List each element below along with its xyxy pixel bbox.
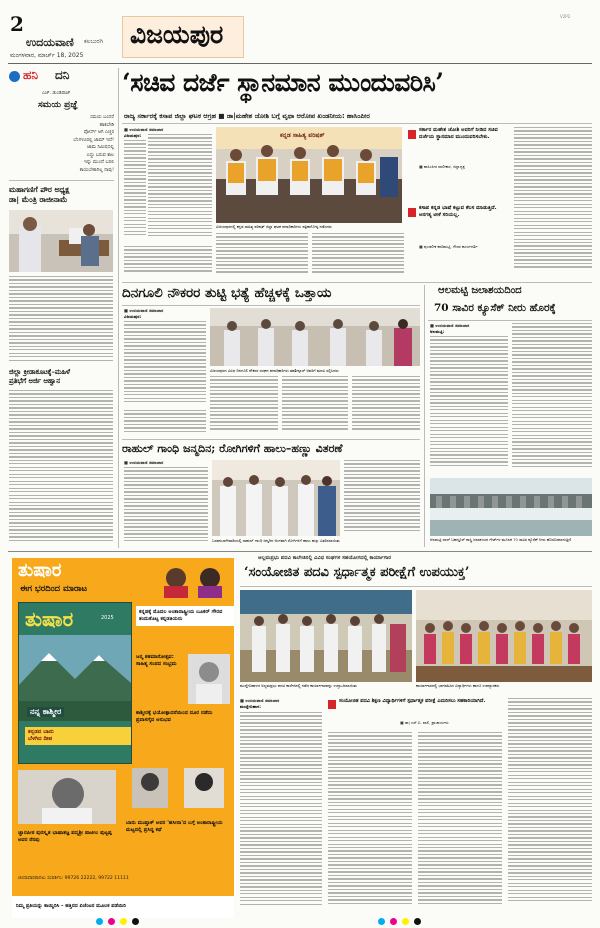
left-story-2-body bbox=[9, 390, 113, 548]
exam-col-4 bbox=[508, 698, 592, 916]
main-subhead-rule bbox=[122, 123, 592, 124]
main-story-col-1b bbox=[124, 140, 146, 242]
ad-bottom-strip bbox=[12, 896, 234, 918]
exam-rule bbox=[240, 586, 592, 587]
main-photo-art bbox=[216, 127, 402, 223]
ad-portrait-bottom-right bbox=[126, 764, 230, 812]
column-rule bbox=[9, 180, 114, 181]
registration-mark bbox=[378, 918, 385, 925]
allowance-photo-art bbox=[210, 308, 420, 366]
exam-pull-quote: ಸಂಯೋಜಿತ ಪದವಿ ಶಿಕ್ಷಣ ವಿದ್ಯಾರ್ಥಿಗಳಿಗೆ ಸ್ಪರ್ಧಾತ್ಮಕ ಪರೀಕ್ಷೆ ಎದುರಿಸಲು ಸಹಕಾರಿಯಾಗಿದೆ. bbox=[339, 698, 486, 704]
exam-photo-right bbox=[416, 590, 592, 682]
exam-quote-icon bbox=[328, 700, 336, 709]
allowance-caption: ವಿಜಯಪುರದ ವಿವಿಧ ದಿನಗೂಲಿ ನೌಕರರ ಸಂಘದ ಪದಾಧಿಕಾರಿಗಳು ತಹಶೀಲ್ದಾರ್ ಅವರಿಗೆ ಮನವಿ ಸಲ್ಲಿಸಿದರು bbox=[210, 368, 339, 373]
ad-portrait-mid-art bbox=[188, 654, 230, 704]
main-story-subhead: ರಾಜ್ಯ ಸರ್ಕಾರಕ್ಕೆ ಕಸಾಪ ಜಿಲ್ಲಾ ಘಟಕ ಆಗ್ರಹ ■ ಡಾ|ಮಹೇಶ ಜೋಶಿ ಬಗ್ಗೆ ವೃಥಾ ಆರೋಪ ಖಂಡನೀಯ: ಹಾಸಿಂಪೀರ bbox=[124, 112, 370, 120]
poem-line: ಹಾಕಬೇಡಿ bbox=[99, 122, 114, 128]
exam-photo-left-art bbox=[240, 590, 412, 682]
main-bottom-rule bbox=[122, 282, 592, 283]
main-story-col-3 bbox=[312, 233, 404, 278]
main-story-col-4 bbox=[514, 127, 592, 277]
tushara-ad bbox=[12, 558, 234, 918]
ad-brand: ತುಷಾರ bbox=[18, 560, 62, 581]
rahul-col-1 bbox=[124, 467, 208, 547]
exam-caption-left: ಮುದ್ದೇಬಿಹಾಳದ ಅಲ್ಲಮಪ್ರಭು ಪದವಿ ಕಾಲೇಜಿನಲ್ಲಿ ನಡೆದ ಕಾರ್ಯಾಗಾರವನ್ನು ಉದ್ಘಾಟಿಸಲಾಯಿತು bbox=[240, 684, 357, 688]
quote-icon bbox=[408, 130, 416, 139]
rahul-byline: ■ ಉದಯವಾಣಿ ಸಮಾಚಾರ bbox=[124, 460, 164, 465]
city-title: ವಿಜಯಪುರ bbox=[130, 20, 224, 49]
poem-line: ಬೆಂಗಳೂರಲ್ಲಿ ಜಾಮ್ ಇದೆ! bbox=[73, 137, 114, 143]
quote-icon-2 bbox=[408, 208, 416, 217]
allowance-headline: ದಿನಗೂಲಿ ನೌಕರರ ತುಟ್ಟಿ ಭತ್ಯೆ ಹೆಚ್ಚಳಕ್ಕೆ ಒತ್ತಾಯ bbox=[122, 285, 332, 301]
cover-sub-line-2: ಬೆಳಗಿದ ದೀಪ bbox=[28, 736, 53, 742]
dam-col-1 bbox=[430, 336, 508, 474]
exam-caption-right: ಕಾರ್ಯಾಗಾರದಲ್ಲಿ ಭಾಗವಹಿಸಿದ ವಿದ್ಯಾರ್ಥಿಗಳು ಹಾಗೂ ಉಪನ್ಯಾಸಕರು bbox=[416, 684, 500, 688]
ad-blurb-2: ಜನ್ಮ ಶತಮಾನೋತ್ಸವ: ಸಾಹಿತ್ಯ ಸಂಪದ ಸಂಭ್ರಮ bbox=[136, 654, 177, 667]
ad-footer-text: ಚಂದಾದಾರರಾಗಲು ಸಂಪರ್ಕಿಸಿ: 99726 22222, 99722 11111 bbox=[18, 876, 129, 881]
exam-photo-left bbox=[240, 590, 412, 682]
cover-year: 2025 bbox=[101, 615, 114, 621]
page-code: V2P2 bbox=[560, 14, 571, 19]
dam-col-2 bbox=[512, 323, 592, 475]
exam-col-2 bbox=[328, 732, 412, 916]
left-story-photo bbox=[9, 210, 113, 272]
left-story-headline bbox=[9, 185, 69, 205]
dani-label: ದನಿ bbox=[55, 68, 70, 82]
center-vertical-rule bbox=[424, 285, 425, 547]
hani-dani-heading: ಸಮಯ ಪ್ರಜ್ಞೆ bbox=[38, 100, 78, 110]
main-story-headline: ‘ಸಚಿವ ದರ್ಜೆ ಸ್ಥಾನಮಾನ ಮುಂದುವರಿಸಿ’ bbox=[122, 68, 444, 97]
dam-photo-art bbox=[430, 478, 592, 536]
dam-headline-2: 70 ಸಾವಿರ ಕ್ಯೂಸೆಕ್ ನೀರು ಹೊರಕ್ಕೆ bbox=[434, 302, 556, 314]
quote-attrib-1: ■ ಹಾಸಿಂಪೀರ ವಾಲೀಕಾರ, ಜಿಲ್ಲಾಧ್ಯಕ್ಷ bbox=[419, 164, 465, 169]
ad-portrait-mid bbox=[188, 654, 230, 704]
ad-blurb-3: ಕಾಶ್ಮೀರಕ್ಕೆ ಭಯೋತ್ಪಾದನೆಯಿಂದ ದೂರ ನಡೆದು ಪ್ರವಾಸಗೈದ ಅನುಭವ bbox=[136, 710, 213, 723]
main-story-col-1 bbox=[148, 134, 212, 242]
cover-sub bbox=[25, 727, 131, 745]
date-line: ಮಂಗಳವಾರ, ಮಾರ್ಚ್ 18, 2025 bbox=[10, 52, 84, 59]
allowance-dateline: ವಿಜಯಪುರ: bbox=[124, 314, 142, 319]
allowance-bottom-rule bbox=[122, 439, 420, 440]
ad-tagline: ಈಗ ಭರದಿಂದ ಮಾರಾಟ bbox=[20, 584, 88, 594]
left-subhead-line-1: ಜಿಲ್ಲಾ ಕ್ರೀಡಾಕೂಟಕ್ಕೆ–ಮಹಿಳೆ bbox=[9, 368, 71, 376]
vertical-rule bbox=[118, 68, 119, 548]
exam-byline: ■ ಉದಯವಾಣಿ ಸಮಾಚಾರ bbox=[240, 698, 280, 703]
registration-mark bbox=[96, 918, 103, 925]
ad-portrait-br-art bbox=[126, 764, 230, 812]
main-photo-caption: ವಿಜಯಪುರದಲ್ಲಿ ಕನ್ನಡ ಸಾಹಿತ್ಯ ಪರಿಷತ್ ಜಿಲ್ಲಾ ಘಟಕ ಪದಾಧಿಕಾರಿಗಳು ಪತ್ರಿಕಾಗೋಷ್ಠಿ ನಡೆಸಿದರು bbox=[216, 225, 332, 229]
poem-line: ಸಮಯ ಬಂದರೆ bbox=[90, 115, 114, 120]
registration-mark bbox=[402, 918, 409, 925]
exam-dateline: ಮುದ್ದೇಬಿಹಾಳ: bbox=[240, 704, 261, 709]
left-story-body bbox=[9, 276, 113, 366]
left-headline-line-2: ಡಾ| ಮೆಂತ್ರಿ ರಾಜೀನಾಮೆ bbox=[9, 195, 68, 204]
cover-feature: ನನ್ನ ಕಾಶ್ಮೀರ bbox=[27, 707, 64, 717]
rahul-headline: ರಾಹುಲ್ ಗಾಂಧಿ ಜನ್ಮದಿನ; ರೋಗಿಗಳಿಗೆ ಹಾಲು–ಹಣ್ಣು ವಿತರಣೆ bbox=[122, 442, 343, 455]
poem-line: ಎದ್ದು ಬರುವ ಕಾಲ bbox=[86, 152, 114, 158]
pull-quote-1: ಸರ್ಕಾರ ಮಹೇಶ ಜೋಶಿ ಅವರಿಗೆ ನೀಡಿದ ಸಚಿವ ದರ್ಜೆಯ ಸ್ಥಾನಮಾನ ಮುಂದುವರಿಸಬೇಕು. bbox=[419, 127, 498, 140]
allowance-col-4 bbox=[352, 376, 420, 436]
main-story-photo bbox=[216, 127, 402, 223]
ad-blurb-4: ಜ್ಞಾನಪೀಠ ಪುರಸ್ಕೃತ ಭಾಷಾತಜ್ಞ ಪದ್ಮಶ್ರೀ ಪಾಟೀಲ ಪುಟ್ಟಪ್ಪ ಅವರ ನೆನಪು bbox=[18, 830, 112, 843]
page-header bbox=[8, 14, 592, 62]
edition-label: ಕಲಬುರಗಿ bbox=[84, 38, 104, 45]
rahul-photo bbox=[212, 460, 340, 536]
exam-photo-right-art bbox=[416, 590, 592, 682]
allowance-col-3 bbox=[282, 376, 348, 436]
allowance-byline: ■ ಉದಯವಾಣಿ ಸಮಾಚಾರ bbox=[124, 308, 164, 313]
main-story-col-1c bbox=[124, 246, 212, 278]
ad-bottom-strip-text: ನಿಮ್ಮ ಪ್ರತಿಯನ್ನು ಕಾಯ್ದಿರಿಸಿ – ಹತ್ತಿರದ ಏಜೆಂಟರ ಮೂಲಕ ಪಡೆಯಿರಿ bbox=[16, 903, 126, 909]
rahul-photo-art bbox=[212, 460, 340, 536]
dam-photo bbox=[430, 478, 592, 536]
hani-dani-author: ಎಚ್. ಡುಂಡಿರಾಜ್ bbox=[42, 91, 71, 96]
rahul-caption: ಬಸವನಬಾಗೇವಾಡಿಯಲ್ಲಿ ರಾಹುಲ್ ಗಾಂಧಿ ಜನ್ಮದಿನ ಅಂಗವಾಗಿ ರೋಗಿಗಳಿಗೆ ಹಾಲು ಹಣ್ಣು ವಿತರಿಸಲಾಯಿತು bbox=[212, 538, 340, 543]
hani-label: ಹನಿ bbox=[23, 68, 38, 82]
cover-sub-line-1: ಕನ್ನಡದ ಬಾನು bbox=[28, 729, 54, 735]
main-photo-banner: ಕನ್ನಡ ಸಾಹಿತ್ಯ ಪರಿಷತ್ bbox=[280, 132, 325, 139]
registration-mark bbox=[108, 918, 115, 925]
ad-portraits-art bbox=[156, 564, 230, 598]
paper-name: ಉದಯವಾಣಿ bbox=[26, 36, 74, 49]
ad-blurb-5: ಬಾನು ಮುಷ್ತಾಕ್ ಅವರ 'ಹಸೀನಾ'ದ ಬಗ್ಗೆ ಅಂತಾರಾಷ್ಟ್ರೀಯ ಮಟ್ಟದಲ್ಲಿ ಪ್ರಸಿದ್ಧ ಕಥೆ bbox=[126, 820, 223, 833]
ad-blurb-1: ಕನ್ನಡಕ್ಕೆ ಮೊದಲ ಅಂತಾರಾಷ್ಟ್ರೀಯ ಬೂಕರ್ ಗೌರವ ತಂದುಕೊಟ್ಟ ಕನ್ನಡತಿಯರು bbox=[136, 606, 234, 626]
mid-page-rule bbox=[8, 551, 592, 552]
main-dateline: ವಿಜಯಪುರ: bbox=[124, 133, 142, 138]
exam-col-3 bbox=[418, 732, 502, 916]
registration-mark bbox=[414, 918, 421, 925]
rahul-col-2 bbox=[344, 460, 420, 536]
dam-headline-1: ಆಲಮಟ್ಟಿ ಜಲಾಶಯದಿಂದ bbox=[438, 285, 522, 296]
header-rule bbox=[8, 63, 592, 64]
ad-portrait-bl-art bbox=[18, 770, 116, 824]
allowance-col-2 bbox=[210, 376, 278, 436]
page-number: 2 bbox=[10, 12, 24, 36]
pull-quote-2: ಕಸಾಪ ಕನ್ನಡ ಭಾಷೆ ಕಟ್ಟುವ ಕೆಲಸ ಮಾಡುತ್ತಿದೆ. ಅನಗತ್ಯ ಟೀಕೆ ಸರಿಯಲ್ಲ. bbox=[419, 205, 497, 218]
registration-mark bbox=[132, 918, 139, 925]
quote-attrib-2: ■ ಪುಂಡಲೀಕ ಕವಡಿಮಟ್ಟಿ, ಗೌರವ ಕಾರ್ಯದರ್ಶಿ bbox=[419, 244, 478, 249]
hani-dani-logo bbox=[9, 68, 119, 88]
registration-mark bbox=[390, 918, 397, 925]
exam-quote-attrib: ■ ಡಾ| ಎಸ್.ಬಿ. ವಾಲಿ, ಪ್ರಾಚಾರ್ಯರು bbox=[400, 720, 449, 725]
left-story-subhead bbox=[9, 368, 70, 386]
drop-icon bbox=[9, 71, 20, 82]
dam-dateline: ಆಲಮಟ್ಟಿ: bbox=[430, 329, 445, 334]
left-story-photo-art bbox=[9, 210, 113, 272]
magazine-cover bbox=[18, 602, 132, 764]
poem-line: ಪೋರ್ಸ್ ಆಗಿ ಎಚ್ಚರ bbox=[83, 130, 114, 135]
poem-line: ಇನ್ನು ಮುಂದೆ ಬರಲಿ bbox=[83, 160, 114, 165]
exam-kicker: ಆಲ್ಲಮಪ್ರಭು ಪದವಿ ಕಾಲೇಜಿನಲ್ಲಿ ವಿವಿಧ ಸಂಘಗಳ ಸಹಯೋಗದಲ್ಲಿ ಕಾರ್ಯಾಗಾರ bbox=[258, 555, 392, 561]
registration-mark bbox=[120, 918, 127, 925]
allowance-photo bbox=[210, 308, 420, 366]
dam-byline: ■ ಉದಯವಾಣಿ ಸಮಾಚಾರ bbox=[430, 323, 470, 328]
ad-portrait-bottom-left bbox=[18, 770, 116, 824]
dam-rule bbox=[428, 320, 592, 321]
allowance-col-1 bbox=[124, 321, 206, 407]
hani-dani-poem bbox=[52, 114, 114, 174]
poem-line: ಕಾಯಬೇಕಾಗಿಲ್ಲ ನಾವು! bbox=[79, 167, 114, 173]
main-story-col-2 bbox=[216, 233, 308, 278]
ad-portraits-top bbox=[156, 564, 230, 598]
exam-headline: ‘ಸಂಯೋಜಿತ ಪದವಿ ಸ್ಪರ್ಧಾತ್ಮಕ ಪರೀಕ್ಷೆಗೆ ಉಪಯುಕ್ತ’ bbox=[244, 565, 470, 580]
poem-line: ಜಾಮ ನಿಮಿಷದಲ್ಲಿ bbox=[86, 145, 114, 150]
left-headline-line-1: ಮಹಾಗಣಿಗೆ ಪೌರ ಅಧ್ಯಕ್ಷ bbox=[9, 185, 70, 194]
allowance-col-1b bbox=[124, 410, 206, 436]
cover-title: ತುಷಾರ bbox=[25, 607, 74, 631]
dam-caption: ಆಲಮಟ್ಟಿ ಲಾಲ್ ಬಹದ್ದೂರ್ ಶಾಸ್ತ್ರಿ ಜಲಾಶಯದ ಗೇಟ್‌ಗಳ ಮೂಲಕ 70 ಸಾವಿರ ಕ್ಯೂಸೆಕ್ ನೀರು ಹೊರಬಿಡಲಾಗುತ್ತಿದೆ bbox=[430, 538, 571, 542]
allowance-rule bbox=[122, 305, 420, 306]
exam-col-1 bbox=[240, 712, 322, 916]
left-subhead-line-2: ಪ್ರತಿಭೆಗೆ ಅರ್ಜಿ ಆಹ್ವಾನ bbox=[9, 377, 61, 385]
main-byline: ■ ಉದಯವಾಣಿ ಸಮಾಚಾರ bbox=[124, 127, 164, 132]
